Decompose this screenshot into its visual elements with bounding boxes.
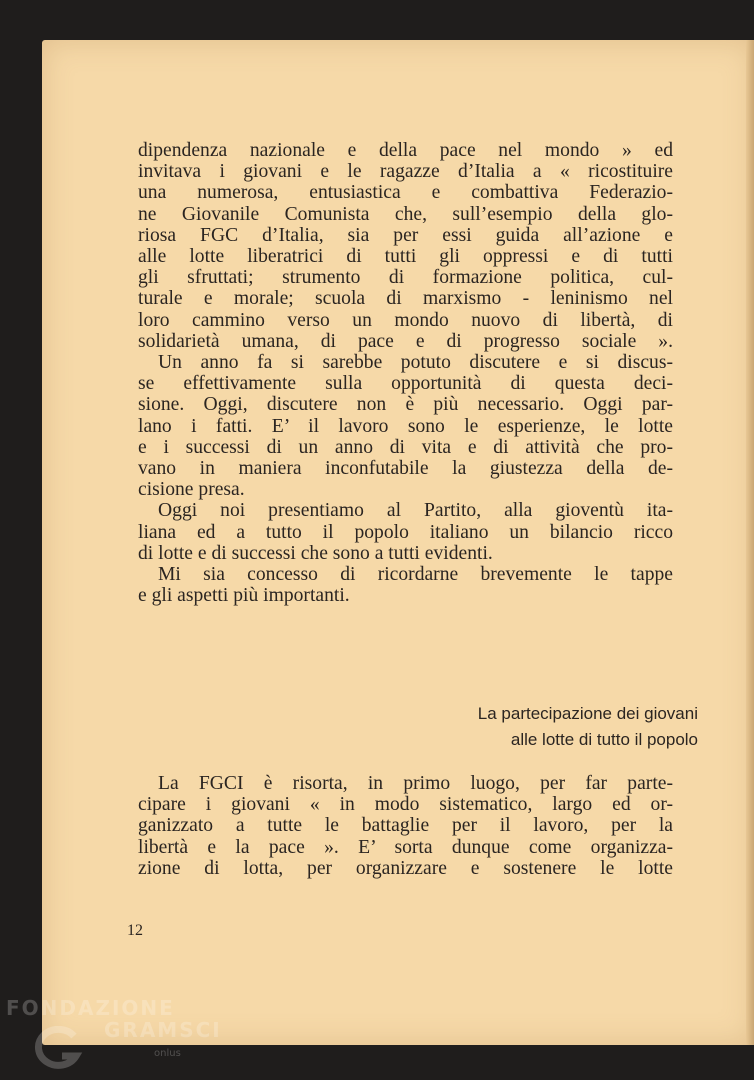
text-line: solidarietà umana, di pace e di progresso sociale ». (138, 330, 673, 352)
watermark-line1: FONDAZIONE (6, 996, 175, 1020)
text-line: riosa FGC d’Italia, sia per essi guida all’azione e (138, 224, 673, 246)
text-line: vano in maniera inconfutabile la giustezza della de- (138, 458, 673, 480)
text-line: cisione presa. (138, 479, 245, 501)
watermark-sub: onlus (154, 1048, 181, 1059)
watermark-line2: GRAMSCI (104, 1018, 222, 1042)
text-line: La FGCI è risorta, in primo luogo, per far parte- (158, 773, 673, 794)
text-line: lano i fatti. E’ il lavoro sono le esperienze, le lotte (138, 415, 673, 437)
text-line: e gli aspetti più importanti. (138, 585, 350, 607)
watermark (6, 996, 222, 1080)
text-line: alle lotte liberatrici di tutti gli oppressi e di tutti (138, 246, 673, 268)
text-line: una numerosa, entusiastica e combattiva Federazio- (138, 182, 673, 204)
text-line: ne Giovanile Comunista che, sull’esempio della glo- (138, 203, 673, 225)
text-line: sione. Oggi, discutere non è più necessario. Oggi par- (138, 394, 673, 416)
body-text-bottom (138, 773, 673, 879)
body-text-top (138, 140, 673, 606)
text-line: se effettivamente sulla opportunità di questa deci- (138, 373, 673, 395)
text-line: turale e morale; scuola di marxismo - leninismo nel (138, 288, 673, 310)
text-line: invitava i giovani e le ragazze d’Italia a « ricostituire (138, 161, 673, 183)
text-line: libertà e la pace ». E’ sorta dunque come organizza- (138, 836, 673, 858)
text-line: di lotte e di successi che sono a tutti evidenti. (138, 542, 493, 564)
text-line: e i successi di un anno di vita e di attività che pro- (138, 436, 673, 458)
text-line: dipendenza nazionale e della pace nel mondo » ed (138, 140, 673, 161)
section-heading-line: alle lotte di tutto il popolo (510, 730, 698, 749)
text-line: Un anno fa si sarebbe potuto discutere e si discus- (158, 352, 673, 374)
text-line: Mi sia concesso di ricordarne brevemente le tappe (158, 564, 673, 586)
page-number: 12 (127, 922, 143, 939)
section-heading-line: La partecipazione dei giovani (477, 704, 698, 723)
text-line: cipare i giovani « in modo sistematico, largo ed or- (138, 794, 673, 816)
watermark-g-icon (34, 1026, 86, 1072)
text-line: loro cammino verso un mondo nuovo di libertà, di (138, 309, 673, 331)
page-edge (746, 40, 754, 1045)
text-line: gli sfruttati; strumento di formazione politica, cul- (138, 267, 673, 289)
section-heading (340, 701, 698, 753)
text-line: Oggi noi presentiamo al Partito, alla gioventù ita- (158, 500, 673, 522)
text-line: liana ed a tutto il popolo italiano un bilancio ricco (138, 521, 673, 543)
text-line: ganizzato a tutte le battaglie per il lavoro, per la (138, 815, 673, 837)
text-line: zione di lotta, per organizzare e sostenere le lotte (138, 857, 673, 879)
